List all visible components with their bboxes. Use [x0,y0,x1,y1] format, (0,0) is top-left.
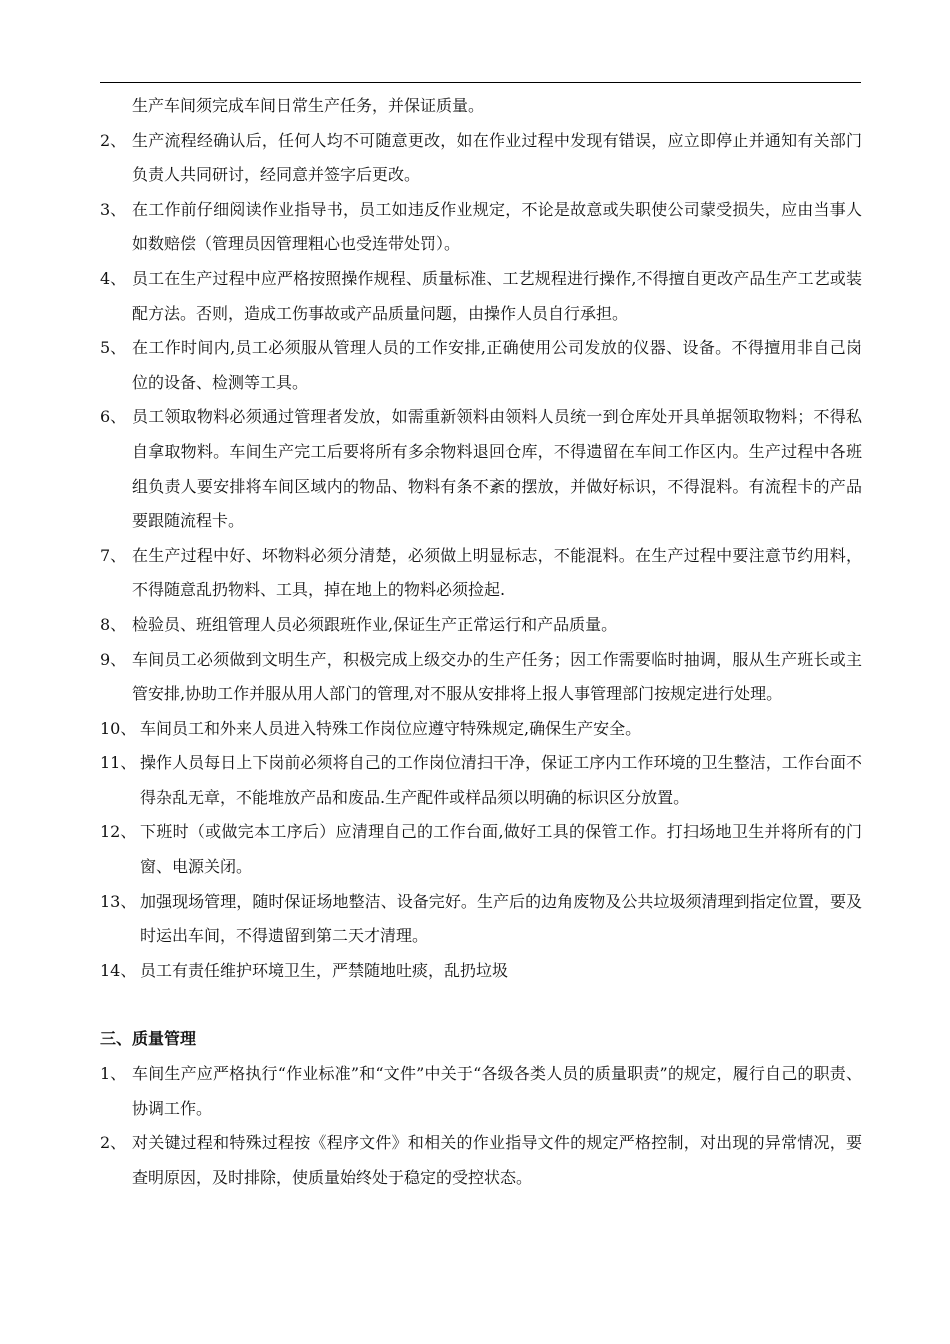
item-text: 员工在生产过程中应严格按照操作规程、质量标准、工艺规程进行操作,不得擅自更改产品生产工艺或装配方法。否则，造成工伤事故或产品质量问题，由操作人员自行承担。 [132,268,862,323]
item-number: 3、 [100,199,127,219]
item-text: 在工作时间内,员工必须服从管理人员的工作安排,正确使用公司发放的仪器、设备。不得擅用非自己岗位的设备、检测等工具。 [132,338,862,392]
list-item [100,746,862,815]
item-text: 对关键过程和特殊过程按《程序文件》和相关的作业指导文件的规定严格控制，对出现的异常情况，要查明原因，及时排除，使质量始终处于稳定的受控状态。 [132,1133,862,1187]
header-rule [100,82,861,83]
list-item [100,885,862,954]
item-text: 车间员工必须做到文明生产，积极完成上级交办的生产任务；因工作需要临时抽调，服从生产班长或主管安排,协助工作并服从用人部门的管理,对不服从安排将上报人事管理部门按规定进行处理。 [132,649,862,704]
list-item [100,262,862,331]
list-item [100,815,862,884]
list-item [100,1126,862,1195]
list-item [100,954,862,989]
item-number: 2、 [100,130,127,150]
list-item [100,608,862,643]
item-number: 14、 [100,960,137,980]
item-text: 操作人员每日上下岗前必须将自己的工作岗位清扫干净，保证工序内工作环境的卫生整洁，工作台面不得杂乱无章，不能堆放产品和废品.生产配件或样品须以明确的标识区分放置。 [140,753,862,807]
list-item [100,712,862,747]
item-text: 员工有责任维护环境卫生，严禁随地吐痰，乱扔垃圾 [140,960,509,980]
list-item [100,331,862,400]
list-item [100,400,862,538]
item-number: 5、 [100,338,127,358]
item-number: 1、 [100,1064,127,1084]
item-number: 2、 [100,1133,127,1153]
item-number: 12、 [100,822,137,842]
item-number: 7、 [100,545,127,565]
item-text: 生产流程经确认后，任何人均不可随意更改，如在作业过程中发现有错误，应立即停止并通知有关部门负责人共同研讨，经同意并签字后更改。 [132,130,862,185]
item-number: 6、 [100,407,127,427]
item-text: 车间员工和外来人员进入特殊工作岗位应遵守特殊规定,确保生产安全。 [140,718,642,738]
continuation-line [100,89,862,124]
item-text: 员工领取物料必须通过管理者发放，如需重新领料由领料人员统一到仓库处开具单据领取物料；不得私自拿取物料。车间生产完工后要将所有多余物料退回仓库，不得遗留在车间工作区内。生产过程中各班组负责人要安排将车间区域内的物品、物料有条不紊的摆放，并做好标识，不得混料。有流程卡的产品要跟随流程卡。 [132,407,862,531]
document-body [100,89,862,1195]
section-spacer [100,988,862,1022]
item-text: 车间生产应严格执行“作业标准”和“文件”中关于“各级各类人员的质量职责”的规定，履行自己的职责、协调工作。 [132,1064,862,1118]
item-number: 13、 [100,891,137,911]
list-item [100,643,862,712]
item-number: 10、 [100,718,137,738]
item-text: 检验员、班组管理人员必须跟班作业,保证生产正常运行和产品质量。 [132,614,618,634]
item-text: 加强现场管理，随时保证场地整洁、设备完好。生产后的边角废物及公共垃圾须清理到指定位置，要及时运出车间，不得遗留到第二天才清理。 [140,891,862,946]
item-number: 11、 [100,753,137,773]
item-text: 在工作前仔细阅读作业指导书，员工如违反作业规定，不论是故意或失职使公司蒙受损失，应由当事人如数赔偿（管理员因管理粗心也受连带处罚）。 [132,199,862,254]
list-item [100,193,862,262]
item-text: 在生产过程中好、坏物料必须分清楚，必须做上明显标志，不能混料。在生产过程中要注意节约用料，不得随意乱扔物料、工具，掉在地上的物料必须捡起. [132,545,862,600]
item-text: 下班时（或做完本工序后）应清理自己的工作台面,做好工具的保管工作。打扫场地卫生并将所有的门窗、电源关闭。 [140,822,862,877]
list-item [100,539,862,608]
continuation-text: 生产车间须完成车间日常生产任务，并保证质量。 [132,96,485,115]
list-item [100,1057,862,1126]
list-item [100,124,862,193]
item-number: 9、 [100,649,127,669]
item-number: 8、 [100,614,127,634]
section-heading: 三、质量管理 [100,1029,197,1049]
item-number: 4、 [100,268,127,288]
